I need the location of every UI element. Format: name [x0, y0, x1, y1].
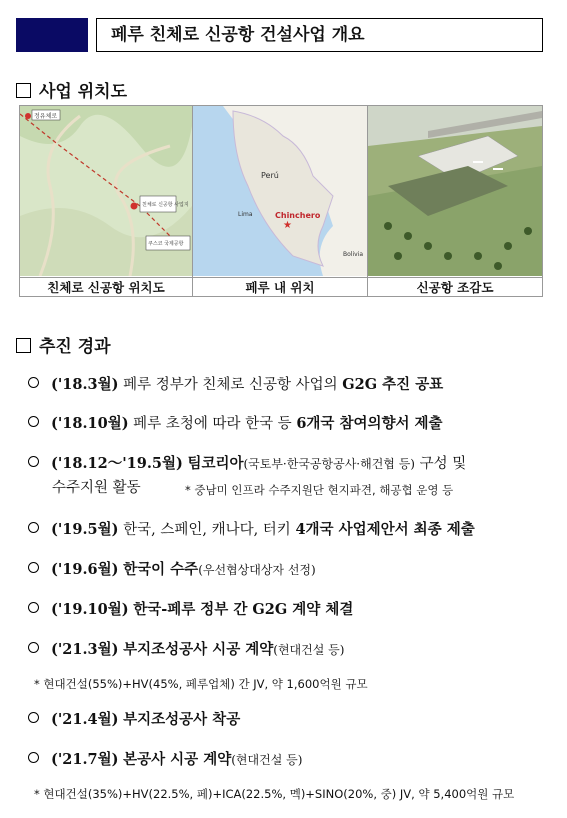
- page-title: 페루 친체로 신공항 건설사업 개요: [96, 18, 543, 52]
- list-item: ('21.3월) 부지조성공사 시공 계약(현대건설 등): [28, 638, 344, 659]
- caption-rendering: 신공항 조감도: [368, 277, 542, 297]
- list-item: ('19.10월) 한국-페루 정부 간 G2G 계약 체결: [28, 598, 353, 619]
- title-color-block: [16, 18, 88, 52]
- item-note: * 현대건설(55%)+HV(45%, 페루업체) 간 JV, 약 1,600억원 규모: [34, 677, 368, 691]
- item-note: * 현대건설(35%)+HV(22.5%, 페)+ICA(22.5%, 멕)+SINO(20%, 중) JV, 약 5,400억원 규모: [34, 787, 515, 801]
- map-label-lima: Lima: [238, 211, 253, 218]
- caption-peru-map: 페루 내 위치: [193, 277, 367, 297]
- map-star-icon: ★: [283, 220, 292, 231]
- list-item: ('18.3월) 페루 정부가 친체로 신공항 사업의 G2G 추진 공표: [28, 373, 443, 394]
- section-progress-title: 추진 경과: [39, 337, 111, 357]
- map-label-3: 쿠스코 국제공항: [148, 241, 184, 247]
- circle-bullet-icon: [28, 602, 39, 613]
- caption-site-map: 친체로 신공항 위치도: [20, 277, 192, 297]
- map-label-bolivia: Bolivia: [343, 251, 364, 258]
- map-label-2: 친체로 신공항 사업지: [142, 202, 189, 208]
- section-location-title: 사업 위치도: [39, 82, 128, 102]
- list-item: ('21.4월) 부지조성공사 착공: [28, 708, 240, 729]
- airport-rendering-image: [368, 106, 542, 276]
- list-item: ('21.7월) 본공사 시공 계약(현대건설 등): [28, 748, 302, 769]
- photo-table: [19, 105, 543, 297]
- square-bullet-icon: [16, 83, 31, 98]
- circle-bullet-icon: [28, 522, 39, 533]
- peru-map-image: [193, 106, 367, 276]
- circle-bullet-icon: [28, 416, 39, 427]
- item-note: * 중남미 인프라 수주지원단 현지파견, 해공협 운영 등: [185, 483, 454, 497]
- map-label-1: 정유체로: [34, 113, 58, 120]
- list-item: ('18.12～'19.5월) 팀코리아(국토부·한국공항공사·해건협 등) 구성 및: [28, 452, 466, 473]
- list-item: ('19.5월) 한국, 스페인, 캐나다, 터키 4개국 사업제안서 최종 제출: [28, 518, 475, 539]
- square-bullet-icon: [16, 338, 31, 353]
- list-item-continuation: 수주지원 활동: [52, 480, 141, 496]
- site-map-image: [20, 106, 192, 276]
- list-item: ('19.6월) 한국이 수주(우선협상대상자 선정): [28, 558, 316, 579]
- circle-bullet-icon: [28, 752, 39, 763]
- circle-bullet-icon: [28, 456, 39, 467]
- circle-bullet-icon: [28, 377, 39, 388]
- section-progress: [16, 332, 111, 357]
- section-location: [16, 77, 127, 102]
- circle-bullet-icon: [28, 642, 39, 653]
- circle-bullet-icon: [28, 712, 39, 723]
- map-label-chinchero: Chinchero: [275, 211, 321, 220]
- map-label-peru: Perú: [261, 171, 279, 180]
- title-row: [16, 18, 543, 52]
- list-item: ('18.10월) 페루 초청에 따라 한국 등 6개국 참여의향서 제출: [28, 412, 443, 433]
- circle-bullet-icon: [28, 562, 39, 573]
